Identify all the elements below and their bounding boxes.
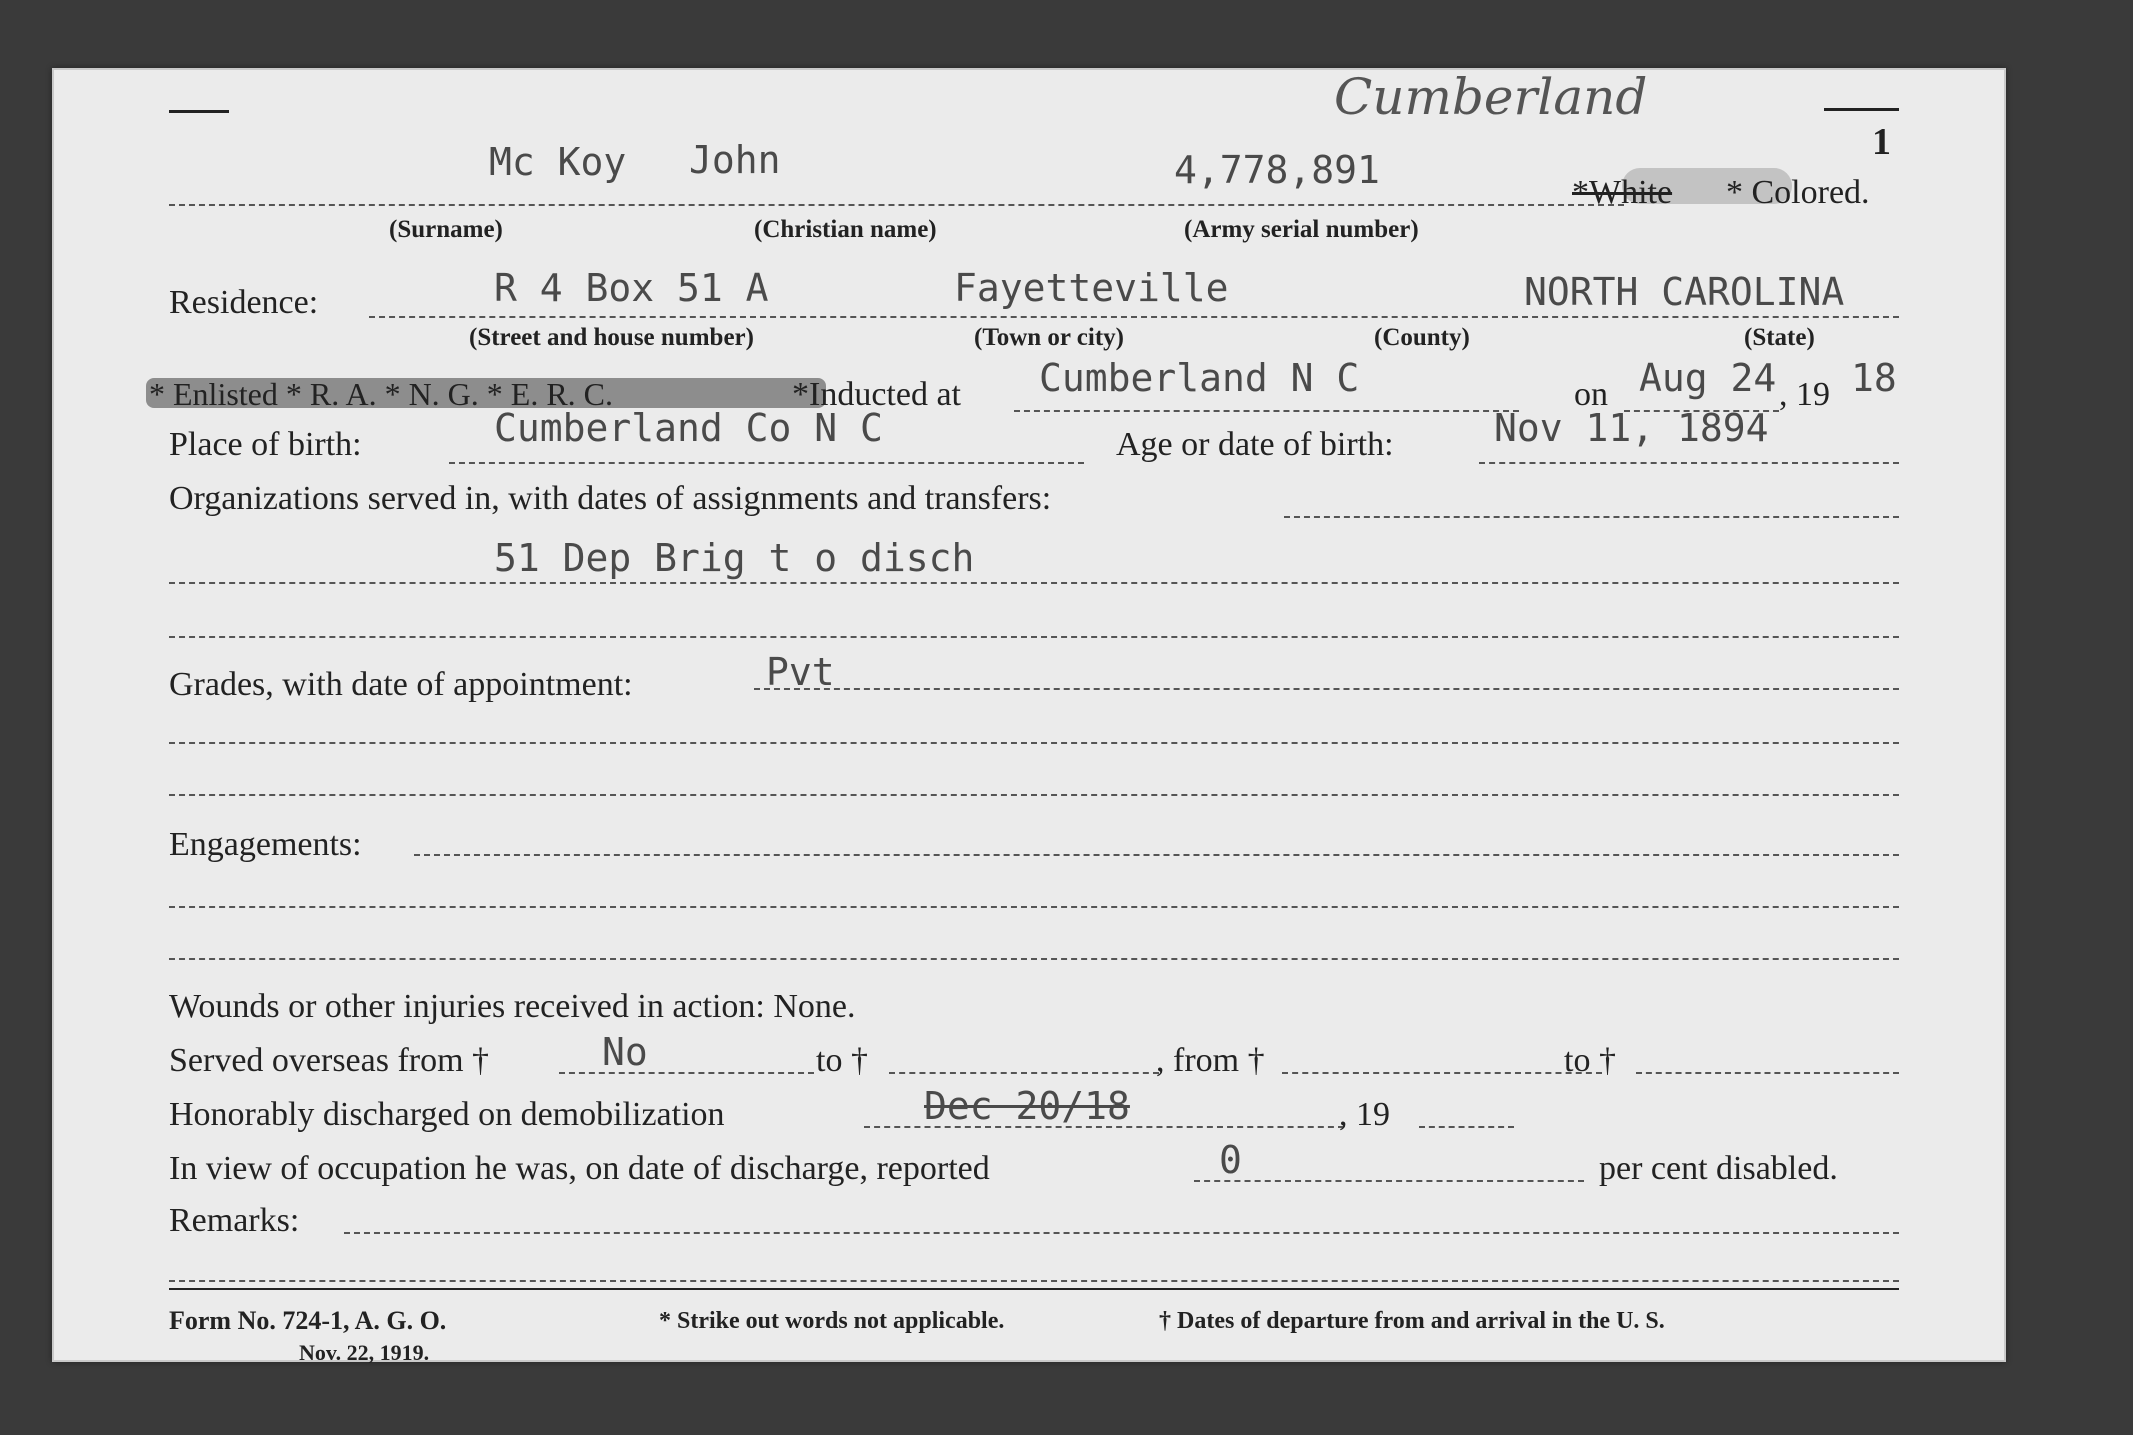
birth-date-value: Nov 11, 1894 [1494, 406, 1769, 450]
card-number: 1 [1872, 121, 1891, 163]
street-caption: (Street and house number) [469, 324, 754, 351]
disability-line [1194, 1180, 1584, 1182]
service-record-card [52, 68, 2006, 1365]
surname-value: Mc Koy [489, 140, 627, 184]
organizations-line-1 [1284, 516, 1899, 518]
county-note: Cumberland [1334, 68, 1648, 126]
grades-line-2 [169, 742, 1899, 744]
inducted-label: *Inducted at [792, 376, 961, 413]
disability-label: In view of occupation he was, on date of discharge, reported [169, 1150, 990, 1187]
disability-suffix: per cent disabled. [1599, 1150, 1838, 1187]
grades-label: Grades, with date of appointment: [169, 666, 633, 703]
organizations-value: 51 Dep Brig t o disch [494, 536, 975, 580]
inducted-place-value: Cumberland N C [1039, 356, 1360, 400]
on-label: on [1574, 376, 1608, 413]
organizations-line-3 [169, 636, 1899, 638]
organizations-line-2 [169, 582, 1899, 584]
dates-note: † Dates of departure from and arrival in the U. S. [1159, 1308, 1665, 1334]
street-value: R 4 Box 51 A [494, 266, 769, 310]
overseas-from2-label: , from † [1156, 1042, 1265, 1079]
overseas-to-label: to † [816, 1042, 868, 1079]
top-left-rule [169, 110, 229, 113]
inducted-line [1014, 410, 1519, 412]
christian-name-caption: (Christian name) [754, 216, 937, 243]
engagements-line-3 [169, 958, 1899, 960]
overseas-to2-line [1636, 1072, 1899, 1074]
discharge-year-line [1419, 1126, 1514, 1128]
overseas-from-line [559, 1072, 814, 1074]
place-of-birth-label: Place of birth: [169, 426, 362, 463]
race-white-label: *White [1572, 174, 1673, 211]
footer-rule [169, 1288, 1899, 1290]
christian-name-value: John [689, 138, 781, 182]
overseas-to-line [889, 1072, 1159, 1074]
town-caption: (Town or city) [974, 324, 1124, 351]
county-caption: (County) [1374, 324, 1470, 351]
residence-label: Residence: [169, 284, 319, 321]
remarks-line-1 [344, 1232, 1899, 1234]
place-of-birth-line [449, 462, 1084, 464]
remarks-label: Remarks: [169, 1202, 300, 1239]
organizations-label: Organizations served in, with dates of assignments and transfers: [169, 480, 1052, 517]
age-label: Age or date of birth: [1116, 426, 1394, 463]
engagements-line-1 [414, 854, 1899, 856]
overseas-to2-label: to † [1564, 1042, 1616, 1079]
disability-value: 0 [1219, 1138, 1242, 1182]
birth-date-line [1479, 462, 1899, 464]
overseas-from2-line [1282, 1072, 1602, 1074]
serial-number-caption: (Army serial number) [1184, 216, 1419, 243]
grades-line-3 [169, 794, 1899, 796]
engagements-line-2 [169, 906, 1899, 908]
overseas-from-label: Served overseas from † [169, 1042, 490, 1079]
induction-year-value: 18 [1851, 356, 1897, 400]
state-value: NORTH CAROLINA [1524, 270, 1845, 314]
strike-note: * Strike out words not applicable. [659, 1308, 1005, 1334]
wounds-label: Wounds or other injuries received in action: None. [169, 988, 856, 1025]
discharge-line [864, 1126, 1344, 1128]
form-number: Form No. 724-1, A. G. O. [169, 1306, 447, 1335]
surname-caption: (Surname) [389, 216, 503, 243]
overseas-from-value: No [602, 1030, 648, 1074]
grades-line-1 [754, 688, 1899, 690]
name-line [169, 204, 1624, 206]
grades-value: Pvt [766, 650, 835, 694]
engagements-label: Engagements: [169, 826, 362, 863]
town-value: Fayetteville [954, 266, 1229, 310]
form-date: Nov. 22, 1919. [299, 1340, 430, 1365]
induction-date-value: Aug 24 [1639, 356, 1777, 400]
serial-number-value: 4,778,891 [1174, 148, 1380, 192]
top-right-rule [1824, 108, 1899, 111]
remarks-line-2 [169, 1280, 1899, 1282]
state-caption: (State) [1744, 324, 1815, 351]
discharge-year-label: , 19 [1339, 1096, 1390, 1133]
discharge-label: Honorably discharged on demobilization [169, 1096, 725, 1133]
residence-line [369, 316, 1899, 318]
enlisted-label: * Enlisted * R. A. * N. G. * E. R. C. [149, 376, 614, 412]
place-of-birth-value: Cumberland Co N C [494, 406, 883, 450]
race-colored-label: * Colored. [1726, 174, 1870, 211]
discharge-value: Dec 20/18 [924, 1084, 1130, 1128]
induction-year-prefix: , 19 [1779, 376, 1830, 413]
